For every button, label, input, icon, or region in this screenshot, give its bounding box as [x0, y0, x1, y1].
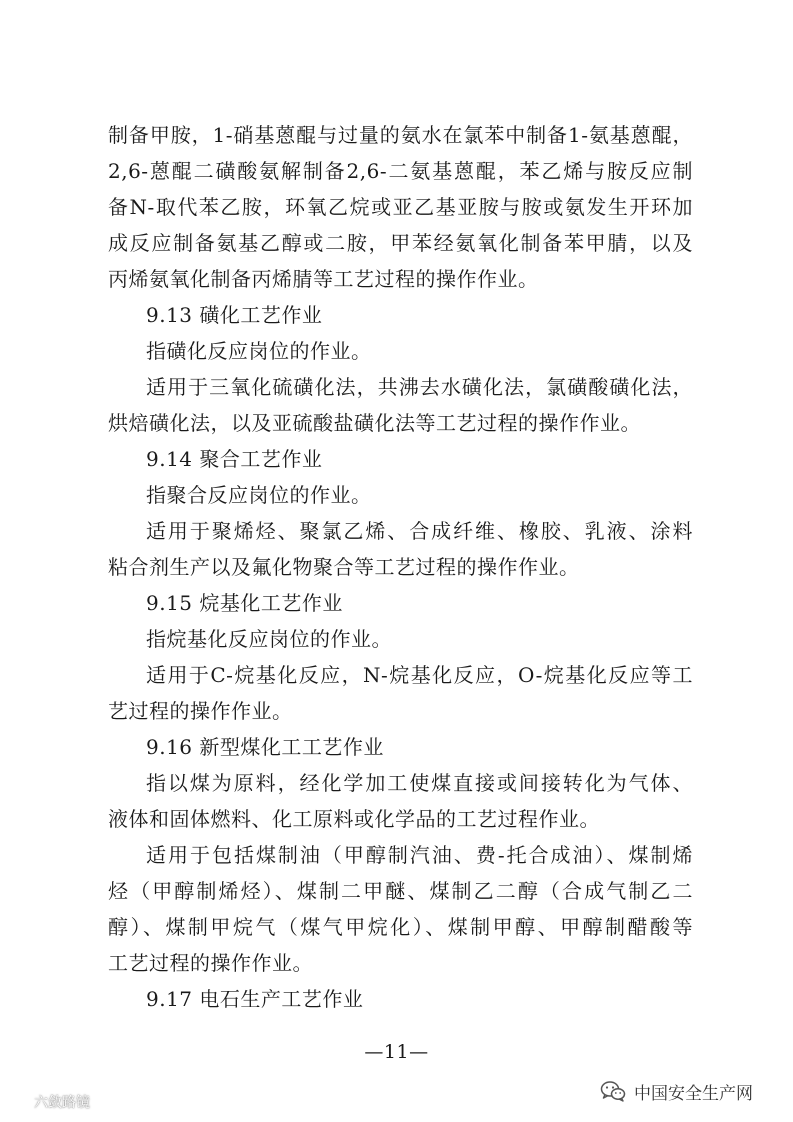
weibo-watermark — [8, 1091, 90, 1113]
wechat-watermark-text: 中国安全生产网 — [634, 1083, 753, 1104]
text-line: 液体和固体燃料、化工原料或化学品的工艺过程作业。 — [108, 807, 600, 831]
text-line: 工艺过程的操作作业。 — [108, 951, 313, 975]
text-line: 烘焙磺化法，以及亚硫酸盐磺化法等工艺过程的操作作业。 — [108, 411, 641, 435]
section-heading: 9.17 电石生产工艺作业 — [146, 987, 364, 1011]
text-line: 粘合剂生产以及氟化物聚合等工艺过程的操作作业。 — [108, 555, 580, 579]
text-line: 适用于聚烯烃、聚氯乙烯、合成纤维、橡胶、乳液、涂料 — [146, 519, 693, 543]
section-heading: 9.13 磺化工艺作业 — [146, 303, 323, 327]
section-heading: 9.14 聚合工艺作业 — [146, 447, 323, 471]
section-heading: 9.16 新型煤化工工艺作业 — [146, 735, 384, 759]
section-heading: 9.15 烷基化工艺作业 — [146, 591, 343, 615]
text-line: 丙烯氨氧化制备丙烯腈等工艺过程的操作作业。 — [108, 267, 539, 291]
document-body — [108, 117, 693, 1017]
weibo-icon — [8, 1093, 30, 1111]
wechat-watermark — [600, 1076, 753, 1106]
text-line: 成反应制备氨基乙醇或二胺，甲苯经氨氧化制备苯甲腈，以及 — [108, 231, 693, 255]
text-line: 指磺化反应岗位的作业。 — [146, 339, 372, 363]
text-line: 制备甲胺，1-硝基蒽醌与过量的氨水在氯苯中制备1-氨基蒽醌， — [108, 123, 693, 147]
text-line: 烃（甲醇制烯烃）、煤制二甲醚、煤制乙二醇（合成气制乙二 — [108, 879, 693, 903]
weibo-watermark-text: 六敛路镜 — [34, 1095, 90, 1111]
text-line: 适用于包括煤制油（甲醇制汽油、费-托合成油）、煤制烯 — [146, 843, 693, 867]
text-line: 艺过程的操作作业。 — [108, 699, 293, 723]
text-line: 适用于C-烷基化反应，N-烷基化反应，O-烷基化反应等工 — [146, 663, 693, 687]
page-number: —11— — [364, 1041, 429, 1063]
text-line: 醇）、煤制甲烷气（煤气甲烷化）、煤制甲醇、甲醇制醋酸等 — [108, 915, 693, 939]
text-line: 备N-取代苯乙胺，环氧乙烷或亚乙基亚胺与胺或氨发生开环加 — [108, 195, 693, 219]
text-line: 指以煤为原料，经化学加工使煤直接或间接转化为气体、 — [146, 771, 693, 795]
text-line: 2,6-蒽醌二磺酸氨解制备2,6-二氨基蒽醌，苯乙烯与胺反应制 — [108, 159, 693, 183]
text-line: 指聚合反应岗位的作业。 — [146, 483, 372, 507]
text-line: 指烷基化反应岗位的作业。 — [146, 627, 392, 651]
wechat-icon — [600, 1080, 626, 1102]
text-line: 适用于三氧化硫磺化法，共沸去水磺化法，氯磺酸磺化法， — [146, 375, 693, 399]
